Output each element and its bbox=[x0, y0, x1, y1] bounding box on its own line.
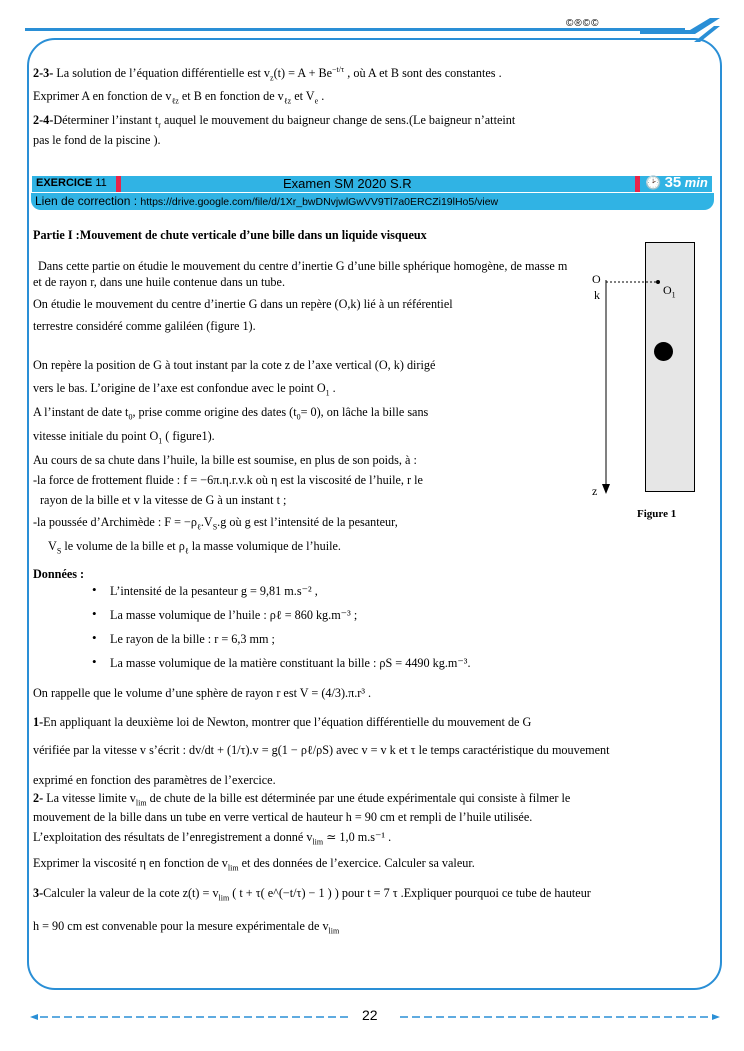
data-bullet-3: • bbox=[92, 630, 97, 645]
exercise-marker-left bbox=[116, 176, 121, 192]
t0-line2: vitesse initiale du point $O_1$ ( figure1). bbox=[33, 429, 215, 446]
q1-line3: exprimé en fonction des paramètres de l’exercice. bbox=[33, 773, 276, 787]
figure-k-label: k bbox=[594, 288, 600, 302]
forces-intro: Au cours de sa chute dans l’huile, la bille est soumise, en plus de son poids, à : bbox=[33, 453, 417, 467]
exercise-marker-right bbox=[635, 176, 640, 192]
pos-line1: On repère la position de G à tout instant par la cote z de l’axe vertical (O, k) dirigé bbox=[33, 358, 436, 372]
t0-line1: A l’instant de date $t_0$, prise comme origine des dates $(t_0= 0)$, on lâche la bille sans bbox=[33, 405, 429, 422]
friction-line1: -la force de frottement fluide : f = −6π.η.r.v.k où η est la viscosité de l’huile, r le bbox=[33, 473, 423, 487]
data-bullet-1: • bbox=[92, 582, 97, 597]
data-title: Données : bbox=[33, 567, 85, 581]
q1-equation: dv/dt + (1/τ).v = g(1 − ρℓ/ρS) bbox=[189, 743, 334, 757]
data-item-1: L’intensité de la pesanteur g = 9,81 m.s⁻² , bbox=[110, 584, 318, 598]
q3-line2: h = 90 cm est convenable pour la mesure expérimentale de $v_{lim}$ bbox=[33, 919, 340, 936]
figure-z-label: z bbox=[592, 484, 598, 498]
q3-line1: 3-Calculer la valeur de la cote $z(t) = v_{lim}$ ( t + τ( e^(−t/τ) − 1 ) ) pour t = 7 τ .Expliquer pourquoi ce tube de hauteur bbox=[33, 886, 591, 903]
q23-line2: Exprimer A en fonction de $v_{\ell z}$ et B en fonction de $v_{\ell z}$ et $V_e$ . bbox=[33, 89, 325, 106]
correction-link[interactable]: https://drive.google.com/file/d/1Xr_bwDNvjwlGwVV9Tl7a0ERCZi19lHo5/view bbox=[140, 196, 499, 208]
duration-badge: 🕑 35 min bbox=[645, 174, 708, 191]
q23-line: 2-3- La solution de l’équation différentielle est $v_z(t) = A + Be^{-t/\tau}$ , où A et B sont des constantes . bbox=[33, 65, 502, 83]
data-item-3: Le rayon de la bille : r = 6,3 mm ; bbox=[110, 632, 275, 646]
intro-line2: et de rayon r, dans une huile contenue dans un tube. bbox=[33, 275, 285, 289]
q24-line2: pas le fond de la piscine ). bbox=[33, 133, 161, 147]
figure-o1-label: $O_1$ bbox=[663, 283, 676, 300]
q2-line3: L’exploitation des résultats de l’enregistrement a donné $v_{lim}$ ≃ 1,0 m.s⁻¹ . bbox=[33, 830, 392, 847]
intro-line1: Dans cette partie on étudie le mouvement du centre d’inertie G d’une bille sphérique homogène, de masse m bbox=[38, 259, 568, 273]
clock-icon: 🕑 bbox=[645, 175, 662, 190]
archimedes-line1: -la poussée d’Archimède : $F = -\rho_\ell.V_S.g$ où g est l’intensité de la pesanteur, bbox=[33, 515, 398, 532]
sphere-volume: On rappelle que le volume d’une sphère de rayon r est V = (4/3).π.r³ . bbox=[33, 686, 372, 700]
data-item-2: La masse volumique de l’huile : ρℓ = 860 kg.m⁻³ ; bbox=[110, 608, 358, 622]
data-bullet-2: • bbox=[92, 606, 97, 621]
q2-line1: 2- La vitesse limite $v_{lim}$ de chute de la bille est déterminée par une étude expérimentale qui consiste à filmer le bbox=[33, 791, 571, 808]
q1-line2: vérifiée par la vitesse v s’écrit : dv/dt + (1/τ).v = g(1 − ρℓ/ρS) avec v = v k et τ le temps caractéristique du mouvement bbox=[33, 743, 610, 757]
q2-line4: Exprimer la viscosité η en fonction de $v_{lim}$ et des données de l’exercice. Calculer sa valeur. bbox=[33, 856, 475, 873]
data-item-4: La masse volumique de la matière constituant la bille : ρS = 4490 kg.m⁻³. bbox=[110, 656, 471, 670]
figure-o-label: O bbox=[592, 272, 601, 286]
q3-equation: ( t + τ( e^(−t/τ) − 1 ) ) bbox=[232, 886, 339, 900]
exam-title: Examen SM 2020 S.R bbox=[283, 176, 412, 191]
pos-line2: vers le bas. L’origine de l’axe est confondue avec le point $O_1$ . bbox=[33, 381, 336, 398]
archimedes-line2: $V_S$ le volume de la bille et $\rho_\ell$ la masse volumique de l’huile. bbox=[48, 539, 341, 556]
page-number: 22 bbox=[362, 1007, 378, 1023]
q1-line1: 1-En appliquant la deuxième loi de Newton, montrer que l’équation différentielle du mouvement de G bbox=[33, 715, 532, 729]
figure-axis bbox=[598, 270, 698, 500]
figure-caption: Figure 1 bbox=[637, 508, 677, 520]
friction-line2: rayon de la bille et v la vitesse de G à un instant t ; bbox=[40, 493, 287, 507]
cc-license-badge: ©®©© bbox=[566, 18, 600, 29]
exercise-label: EXERCICE 11 bbox=[36, 177, 107, 189]
q2-line2: mouvement de la bille dans un tube en verre vertical de hauteur h = 90 cm et rempli de l’huile utilisée. bbox=[33, 810, 533, 824]
part1-title: Partie I :Mouvement de chute verticale d’une bille dans un liquide visqueux bbox=[33, 228, 427, 242]
q24-line: 2-4-Déterminer l’instant $t_r$ auquel le mouvement du baigneur change de sens.(Le baigneur n’atteint bbox=[33, 113, 516, 130]
ref-line1: On étudie le mouvement du centre d’inertie G dans un repère (O,k) lié à un référentiel bbox=[33, 297, 453, 311]
data-bullet-4: • bbox=[92, 654, 97, 669]
correction-link-row: Lien de correction : https://drive.google.com/file/d/1Xr_bwDNvjwlGwVV9Tl7a0ERCZi19lHo5/view bbox=[35, 194, 499, 208]
ref-line2: terrestre considéré comme galiléen (figure 1). bbox=[33, 319, 256, 333]
